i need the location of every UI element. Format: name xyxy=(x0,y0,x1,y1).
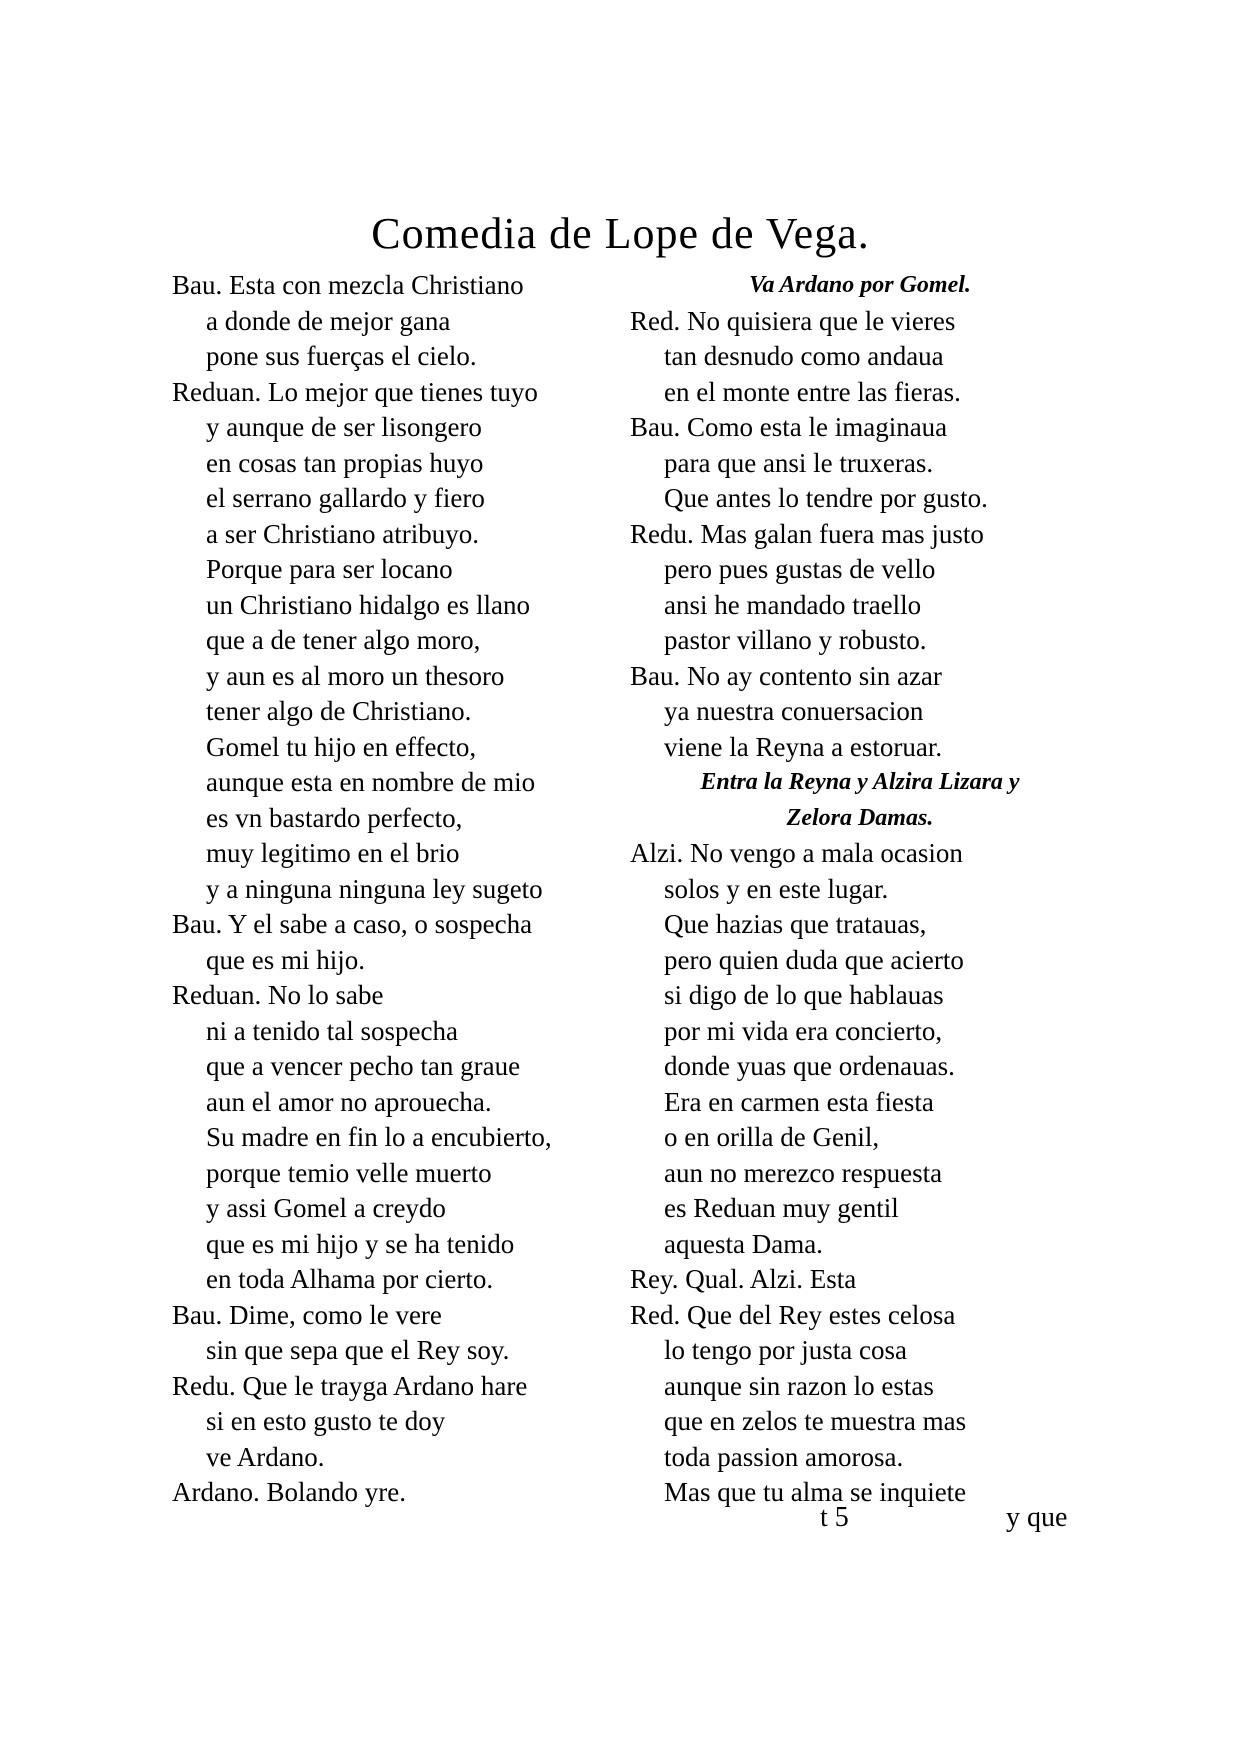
verse-line: solos y en este lugar. xyxy=(664,873,889,904)
speaker-line: Bau. Como esta le imaginaua xyxy=(630,412,948,442)
verse-line: viene la Reyna a estoruar. xyxy=(664,731,943,762)
verse-line: por mi vida era concierto, xyxy=(664,1015,943,1046)
speaker-line: Rey. Qual. Alzi. Esta xyxy=(630,1264,857,1294)
page-title: Comedia de Lope de Vega. xyxy=(371,209,870,258)
verse-line: y aun es al moro un thesoro xyxy=(206,660,505,691)
speaker-line: Redu. Mas galan fuera mas justo xyxy=(630,518,984,549)
verse-line: Que antes lo tendre por gusto. xyxy=(664,483,988,513)
verse-line: y assi Gomel a creydo xyxy=(206,1193,446,1223)
speaker-line: Reduan. No lo sabe xyxy=(172,980,384,1010)
verse-line: ve Ardano. xyxy=(206,1441,325,1472)
verse-line: aunque sin razon lo estas xyxy=(664,1370,934,1401)
verse-line: pastor villano y robusto. xyxy=(664,625,927,655)
verse-line: un Christiano hidalgo es llano xyxy=(206,589,530,620)
verse-line: que en zelos te muestra mas xyxy=(664,1406,967,1436)
verse-line: Era en carmen esta fiesta xyxy=(664,1086,934,1117)
verse-line: en cosas tan propias huyo xyxy=(206,447,484,478)
verse-line: que es mi hijo. xyxy=(206,944,365,975)
verse-line: a donde de mejor gana xyxy=(206,305,451,336)
speaker-line: Red. No quisiera que le vieres xyxy=(630,305,956,336)
verse-line: aquesta Dama. xyxy=(664,1228,823,1259)
verse-line: aun el amor no aprouecha. xyxy=(206,1086,492,1117)
verse-line: es Reduan muy gentil xyxy=(664,1193,899,1223)
verse-line: en el monte entre las fieras. xyxy=(664,376,961,407)
verse-line: Porque para ser locano xyxy=(206,554,453,584)
speaker-line: Reduan. Lo mejor que tienes tuyo xyxy=(172,376,538,407)
left-column xyxy=(172,268,632,1511)
verse-line: que a de tener algo moro, xyxy=(206,625,481,655)
verse-line: que a vencer pecho tan graue xyxy=(206,1051,521,1081)
speaker-line: Alzi. No vengo a mala ocasion xyxy=(630,838,963,868)
speaker-line: Bau. No ay contento sin azar xyxy=(630,660,942,691)
verse-line: pero quien duda que acierto xyxy=(664,944,964,975)
verse-line: el serrano gallardo y fiero xyxy=(206,483,485,513)
stage-direction: Va Ardano por Gomel. xyxy=(749,272,971,298)
verse-line: o en orilla de Genil, xyxy=(664,1122,880,1152)
verse-line: y a ninguna ninguna ley sugeto xyxy=(206,873,543,904)
speaker-line: Bau. Y el sabe a caso, o sospecha xyxy=(172,909,533,939)
verse-line: donde yuas que ordenauas. xyxy=(664,1051,955,1081)
verse-line: Su madre en fin lo a encubierto, xyxy=(206,1122,552,1152)
verse-line: lo tengo por justa cosa xyxy=(664,1335,907,1365)
verse-line: Mas que tu alma se inquiete xyxy=(664,1477,967,1507)
verse-line: para que ansi le truxeras. xyxy=(664,447,934,478)
verse-line: pero pues gustas de vello xyxy=(664,554,936,584)
verse-line: si en esto gusto te doy xyxy=(206,1406,446,1436)
verse-line: en toda Alhama por cierto. xyxy=(206,1264,494,1294)
speaker-line: Redu. Que le trayga Ardano hare xyxy=(172,1370,528,1401)
verse-line: ni a tenido tal sospecha xyxy=(206,1015,458,1046)
signature-mark: t 5 xyxy=(820,1502,849,1533)
verse-line: que es mi hijo y se ha tenido xyxy=(206,1228,515,1259)
verse-line: muy legitimo en el brio xyxy=(206,838,460,868)
verse-line: Gomel tu hijo en effecto, xyxy=(206,731,477,762)
verse-line: aunque esta en nombre de mio xyxy=(206,767,536,797)
verse-line: a ser Christiano atribuyo. xyxy=(206,518,479,549)
right-column xyxy=(630,268,1090,1511)
verse-line: sin que sepa que el Rey soy. xyxy=(206,1335,510,1365)
verse-line: y aunque de ser lisongero xyxy=(206,412,482,442)
verse-line: tener algo de Christiano. xyxy=(206,696,472,726)
verse-line: ansi he mandado traello xyxy=(664,589,922,620)
verse-line: aun no merezco respuesta xyxy=(664,1157,943,1188)
stage-direction: Zelora Damas. xyxy=(786,804,934,831)
stage-direction: Entra la Reyna y Alzira Lizara y xyxy=(700,769,1020,795)
catchword: y que xyxy=(1006,1502,1068,1533)
verse-line: porque temio velle muerto xyxy=(206,1157,492,1188)
speaker-line: Bau. Dime, como le vere xyxy=(172,1299,442,1330)
verse-line: toda passion amorosa. xyxy=(664,1441,904,1472)
verse-line: tan desnudo como andaua xyxy=(664,341,944,371)
speaker-line: Bau. Esta con mezcla Christiano xyxy=(172,270,524,300)
speaker-line: Ardano. Bolando yre. xyxy=(172,1477,406,1507)
verse-line: si digo de lo que hablauas xyxy=(664,980,944,1010)
verse-line: ya nuestra conuersacion xyxy=(664,696,924,726)
verse-line: Que hazias que tratauas, xyxy=(664,909,927,939)
verse-line: pone sus fuerças el cielo. xyxy=(206,341,477,371)
speaker-line: Red. Que del Rey estes celosa xyxy=(630,1299,956,1330)
verse-line: es vn bastardo perfecto, xyxy=(206,802,463,833)
